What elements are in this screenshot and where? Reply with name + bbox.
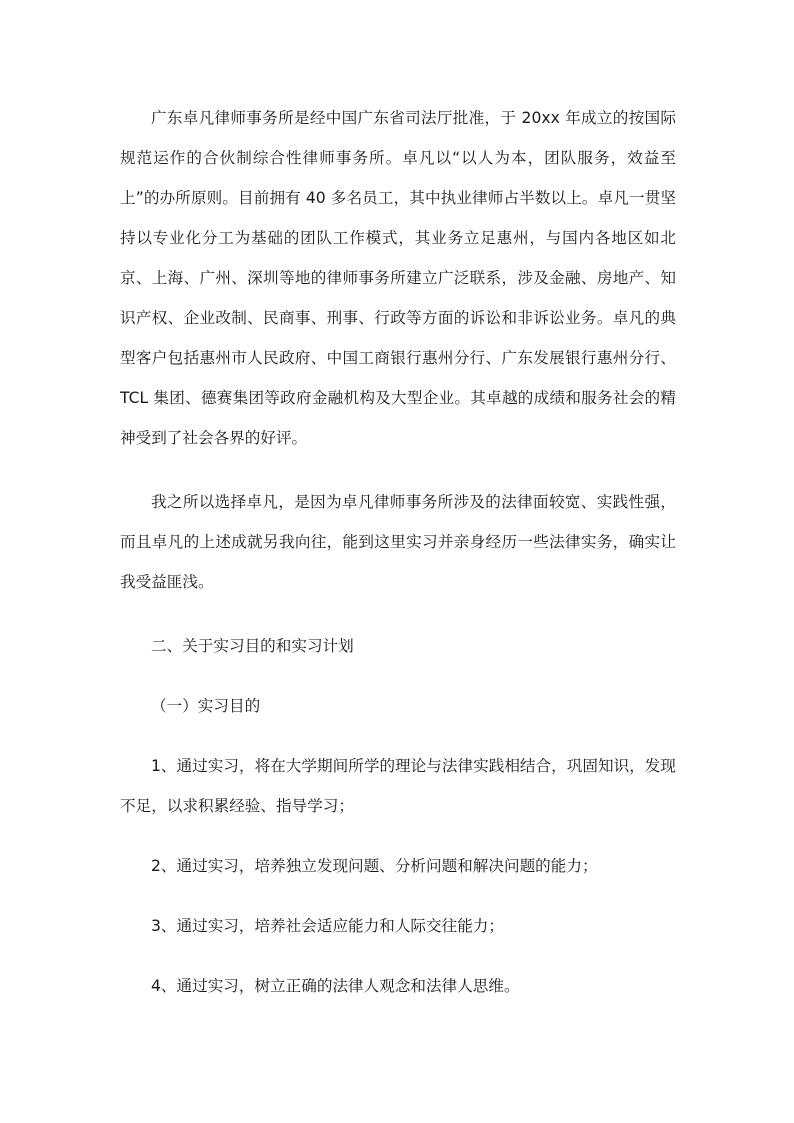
goal-item-4: 4、通过实习，树立正确的法律人观念和法律人思维。 (151, 977, 520, 995)
intro-paragraph-firm: 广东卓凡律师事务所是经中国广东省司法厅批准，于 20xx 年成立的按国际规范运作的合伙制综合性律师事务所。卓凡以“以人为本，团队服务，效益至上”的办所原则。目前拥有 40 多名员工，其中执业律师占半数以上。卓凡一贯坚持以专业化分工为基础的团队工作模式，其业务立足惠州，与国内各地区如北京、上海、广州、深圳等地的律师事务所建立广泛联系，涉及金融、房地产、知识产权、企业改制、民商事、刑事、行政等方面的诉讼和非诉讼业务。卓凡的典型客户包括惠州市人民政府、中国工商银行惠州分行、广东发展银行惠州分行、TCL 集团、德赛集团等政府金融机构及大型企业。其卓越的成绩和服务社会的精神受到了社会各界的好评。 (120, 109, 676, 447)
goal-item-2: 2、通过实习，培养独立发现问题、分析问题和解决问题的能力； (151, 857, 598, 875)
subsection-heading: （一）实习目的 (151, 697, 261, 715)
document-body (120, 98, 676, 1006)
intro-paragraph-reason: 我之所以选择卓凡，是因为卓凡律师事务所涉及的法律面较宽、实践性强，而且卓凡的上述成就另我向往，能到这里实习并亲身经历一些法律实务，确实让我受益匪浅。 (120, 493, 676, 591)
goal-item-3: 3、通过实习，培养社会适应能力和人际交往能力； (151, 917, 504, 935)
goal-item-1: 1、通过实习，将在大学期间所学的理论与法律实践相结合，巩固知识，发现不足，以求积累经验、指导学习； (120, 757, 676, 815)
section-heading: 二、关于实习目的和实习计划 (151, 637, 354, 655)
